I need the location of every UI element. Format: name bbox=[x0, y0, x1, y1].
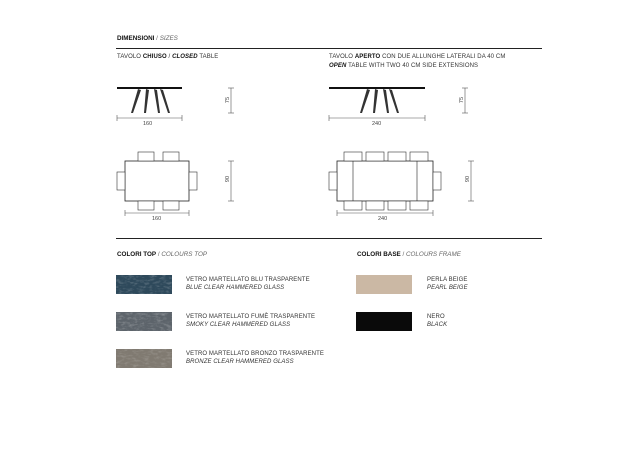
top-color-1-en: BLUE CLEAR HAMMERED GLASS bbox=[186, 285, 285, 291]
colors-base-heading-sep: / bbox=[400, 251, 406, 258]
closed-label-sep: / bbox=[166, 54, 173, 60]
colors-base-heading-light: COLOURS FRAME bbox=[405, 251, 461, 258]
base-color-1-en: PEARL BEIGE bbox=[427, 285, 468, 291]
top-color-2-it: VETRO MARTELLATO FUMÈ TRASPARENTE bbox=[186, 314, 316, 320]
colors-base-heading bbox=[357, 251, 461, 258]
title-bold: DIMENSIONI bbox=[117, 35, 155, 42]
top-color-2-en: SMOKY CLEAR HAMMERED GLASS bbox=[186, 322, 291, 328]
closed-label-bold: CHIUSO bbox=[142, 54, 167, 60]
closed-side-height-value: 75 bbox=[225, 96, 231, 104]
title-separator: / bbox=[154, 35, 160, 42]
closed-side-width-value: 160 bbox=[143, 121, 153, 127]
open-label-en-suffix: TABLE WITH TWO 40 CM SIDE EXTENSIONS bbox=[346, 63, 479, 69]
closed-label-suffix: TABLE bbox=[197, 54, 219, 60]
top-color-3-en: BRONZE CLEAR HAMMERED GLASS bbox=[186, 359, 294, 365]
swatch-blue-hammered-glass bbox=[116, 275, 172, 294]
closed-label-prefix: TAVOLO bbox=[117, 54, 143, 60]
swatch-pearl-beige bbox=[356, 275, 412, 294]
colors-top-heading-sep: / bbox=[156, 251, 162, 258]
base-color-2-it: NERO bbox=[427, 314, 445, 320]
top-color-1-it: VETRO MARTELLATO BLU TRASPARENTE bbox=[186, 277, 310, 283]
base-color-2-en: BLACK bbox=[427, 322, 448, 328]
open-label-suffix: CON DUE ALLUNGHE LATERALI DA 40 CM bbox=[380, 54, 506, 60]
colors-top-heading-bold: COLORI TOP bbox=[117, 251, 157, 258]
swatch-black bbox=[356, 312, 412, 331]
title-light: SIZES bbox=[159, 35, 178, 42]
colors-base-heading-bold: COLORI BASE bbox=[357, 251, 401, 258]
open-label-en: OPEN bbox=[329, 63, 347, 69]
top-color-3-it: VETRO MARTELLATO BRONZO TRASPARENTE bbox=[186, 351, 324, 357]
colors-top-heading-light: COLOURS TOP bbox=[161, 251, 208, 258]
swatch-bronze-hammered-glass bbox=[116, 349, 172, 368]
open-side-height-value: 75 bbox=[459, 96, 465, 104]
closed-label-en: CLOSED bbox=[172, 54, 198, 60]
open-label-prefix: TAVOLO bbox=[329, 54, 355, 60]
open-top-depth-value: 90 bbox=[465, 175, 471, 183]
open-top-width-value: 240 bbox=[378, 216, 388, 222]
base-color-1-it: PERLA BEIGE bbox=[427, 277, 468, 283]
closed-top-width-value: 160 bbox=[152, 216, 162, 222]
closed-top-depth-value: 90 bbox=[225, 175, 231, 183]
swatch-smoky-hammered-glass bbox=[116, 312, 172, 331]
open-label-bold: APERTO bbox=[354, 54, 381, 60]
open-side-width-value: 240 bbox=[372, 121, 382, 127]
